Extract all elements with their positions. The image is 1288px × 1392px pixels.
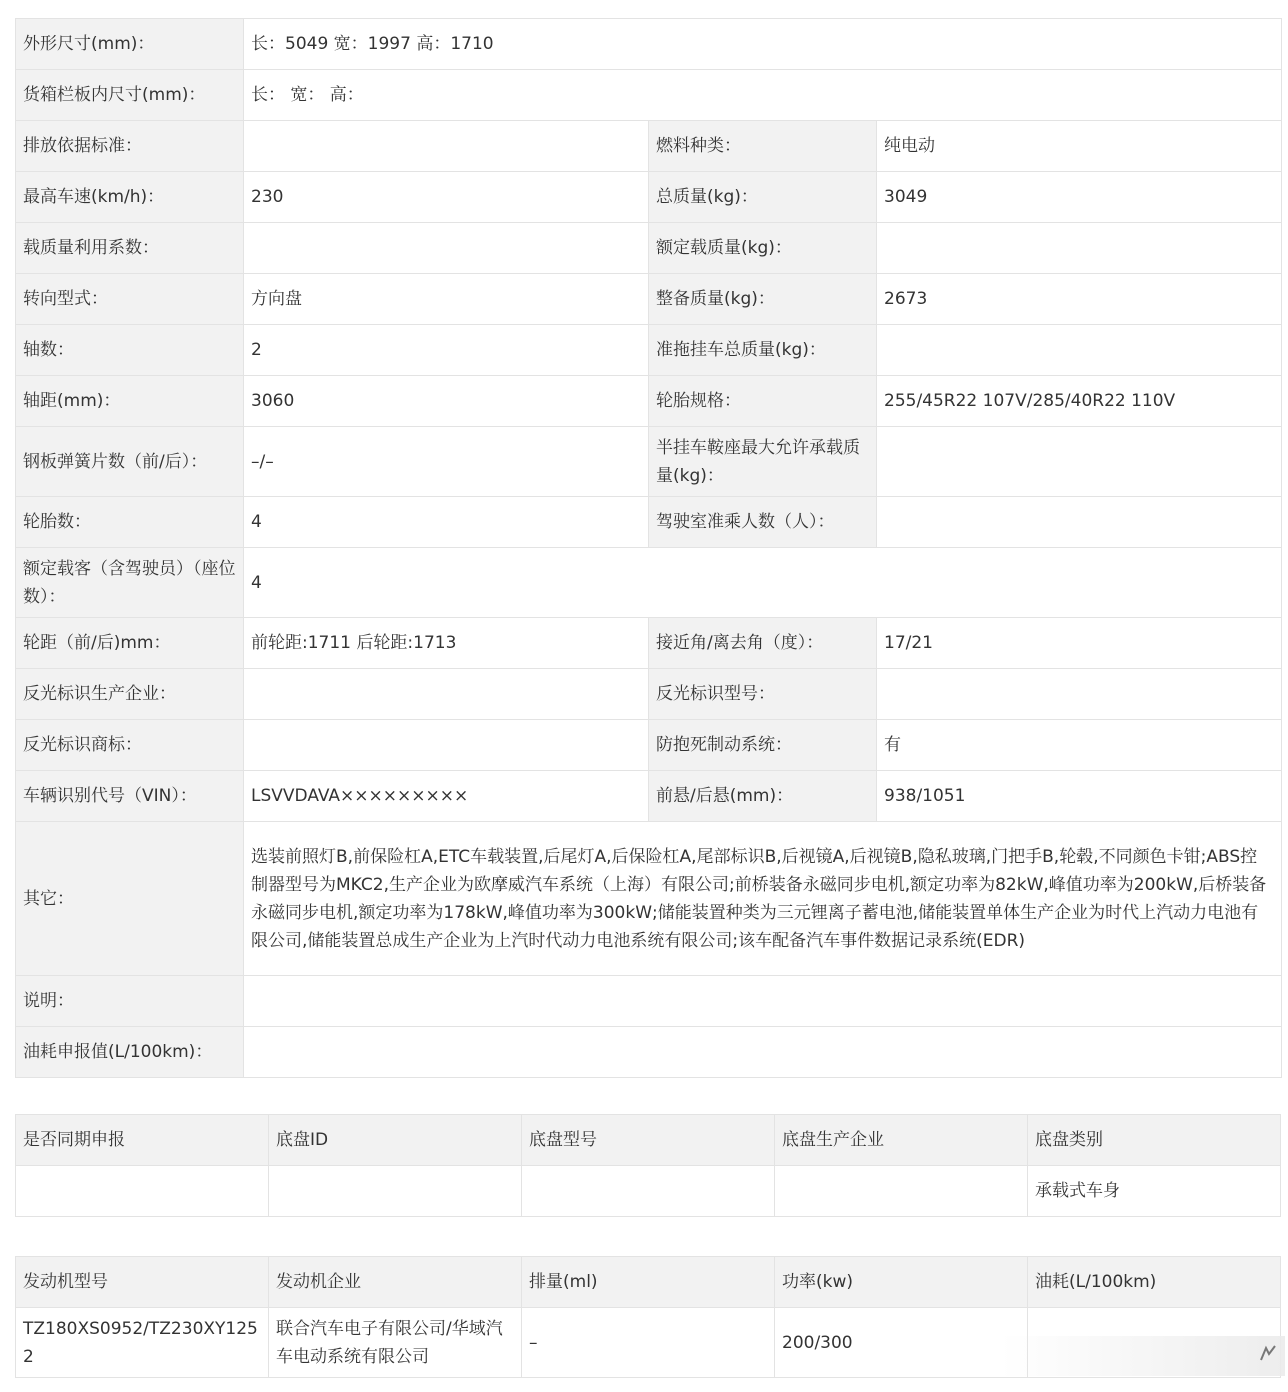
spec-row-speed xyxy=(16,172,1282,223)
leaf-spring-value: –/– xyxy=(244,427,649,497)
spec-row-reflect-maker xyxy=(16,669,1282,720)
tire-spec-value: 255/45R22 107V/285/40R22 110V xyxy=(877,376,1282,427)
track-value: 前轮距:1711 后轮距:1713 xyxy=(244,618,649,669)
chassis-data-row xyxy=(16,1166,1281,1217)
note-value xyxy=(244,976,1282,1027)
chassis-header-id: 底盘ID xyxy=(269,1115,522,1166)
engine-cell-maker: 联合汽车电子有限公司/华域汽车电动系统有限公司 xyxy=(269,1308,522,1378)
spec-row-axles xyxy=(16,325,1282,376)
engine-header-maker: 发动机企业 xyxy=(269,1257,522,1308)
cargo-value: 长： 宽： 高： xyxy=(244,70,1282,121)
spec-row-tires xyxy=(16,497,1282,548)
tire-count-label: 轮胎数： xyxy=(16,497,244,548)
engine-data-row xyxy=(16,1308,1281,1378)
passengers-label: 额定载客（含驾驶员）（座位数）： xyxy=(16,548,244,618)
axles-value: 2 xyxy=(244,325,649,376)
exterior-value: 长：5049 宽：1997 高：1710 xyxy=(244,19,1282,70)
fuel-consumption-value xyxy=(244,1027,1282,1078)
spec-row-reflect-brand xyxy=(16,720,1282,771)
engine-header-power: 功率(kw) xyxy=(775,1257,1028,1308)
curb-mass-label: 整备质量(kg)： xyxy=(649,274,877,325)
spec-row-passengers xyxy=(16,548,1282,618)
exterior-label: 外形尺寸(mm)： xyxy=(16,19,244,70)
engine-cell-model: TZ180XS0952/TZ230XY1252 xyxy=(16,1308,269,1378)
reflect-maker-label: 反光标识生产企业： xyxy=(16,669,244,720)
spec-row-emission xyxy=(16,121,1282,172)
fuel-consumption-label: 油耗申报值(L/100km)： xyxy=(16,1027,244,1078)
note-label: 说明： xyxy=(16,976,244,1027)
other-label: 其它： xyxy=(16,822,244,976)
total-mass-value: 3049 xyxy=(877,172,1282,223)
engine-cell-power: 200/300 xyxy=(775,1308,1028,1378)
tire-spec-label: 轮胎规格： xyxy=(649,376,877,427)
spec-row-steering xyxy=(16,274,1282,325)
overhang-value: 938/1051 xyxy=(877,771,1282,822)
wheelbase-label: 轴距(mm)： xyxy=(16,376,244,427)
engine-header-row xyxy=(16,1257,1281,1308)
chassis-header-type: 底盘类别 xyxy=(1028,1115,1281,1166)
cab-seats-value xyxy=(877,497,1282,548)
load-coef-label: 载质量利用系数： xyxy=(16,223,244,274)
total-mass-label: 总质量(kg)： xyxy=(649,172,877,223)
chassis-cell-type: 承载式车身 xyxy=(1028,1166,1281,1217)
abs-value: 有 xyxy=(877,720,1282,771)
spec-row-other xyxy=(16,822,1282,976)
engine-cell-displacement: – xyxy=(522,1308,775,1378)
emission-value xyxy=(244,121,649,172)
steering-label: 转向型式： xyxy=(16,274,244,325)
spec-row-track xyxy=(16,618,1282,669)
passengers-value: 4 xyxy=(244,548,1282,618)
abs-label: 防抱死制动系统： xyxy=(649,720,877,771)
vin-label: 车辆识别代号（VIN）： xyxy=(16,771,244,822)
chassis-table xyxy=(15,1114,1281,1217)
approach-angle-value: 17/21 xyxy=(877,618,1282,669)
emission-label: 排放依据标准： xyxy=(16,121,244,172)
trailer-mass-label: 准拖挂车总质量(kg)： xyxy=(649,325,877,376)
rated-load-value xyxy=(877,223,1282,274)
spec-row-load xyxy=(16,223,1282,274)
spec-row-wheelbase xyxy=(16,376,1282,427)
vehicle-spec-table xyxy=(15,18,1282,1078)
reflect-model-value xyxy=(877,669,1282,720)
track-label: 轮距（前/后)mm： xyxy=(16,618,244,669)
reflect-model-label: 反光标识型号： xyxy=(649,669,877,720)
max-speed-label: 最高车速(km/h)： xyxy=(16,172,244,223)
spec-row-vin xyxy=(16,771,1282,822)
approach-angle-label: 接近角/离去角（度）： xyxy=(649,618,877,669)
engine-cell-fuel xyxy=(1028,1308,1281,1378)
spec-row-leaf xyxy=(16,427,1282,497)
spec-row-note xyxy=(16,976,1282,1027)
fuel-type-value: 纯电动 xyxy=(877,121,1282,172)
cab-seats-label: 驾驶室准乘人数（人）： xyxy=(649,497,877,548)
axles-label: 轴数： xyxy=(16,325,244,376)
engine-header-model: 发动机型号 xyxy=(16,1257,269,1308)
engine-header-fuel: 油耗(L/100km) xyxy=(1028,1257,1281,1308)
spec-row-exterior xyxy=(16,19,1282,70)
trailer-mass-value xyxy=(877,325,1282,376)
reflect-brand-label: 反光标识商标： xyxy=(16,720,244,771)
chassis-cell-id xyxy=(269,1166,522,1217)
engine-header-displacement: 排量(ml) xyxy=(522,1257,775,1308)
rated-load-label: 额定载质量(kg)： xyxy=(649,223,877,274)
chassis-cell-model xyxy=(522,1166,775,1217)
chassis-header-row xyxy=(16,1115,1281,1166)
saddle-load-label: 半挂车鞍座最大允许承载质量(kg)： xyxy=(649,427,877,497)
chassis-cell-maker xyxy=(775,1166,1028,1217)
chassis-header-maker: 底盘生产企业 xyxy=(775,1115,1028,1166)
leaf-spring-label: 钢板弹簧片数（前/后）： xyxy=(16,427,244,497)
vin-value: LSVVDAVA××××××××× xyxy=(244,771,649,822)
load-coef-value xyxy=(244,223,649,274)
steering-value: 方向盘 xyxy=(244,274,649,325)
max-speed-value: 230 xyxy=(244,172,649,223)
engine-table xyxy=(15,1256,1281,1378)
reflect-brand-value xyxy=(244,720,649,771)
reflect-maker-value xyxy=(244,669,649,720)
chassis-header-model: 底盘型号 xyxy=(522,1115,775,1166)
chassis-header-sync: 是否同期申报 xyxy=(16,1115,269,1166)
cargo-label: 货箱栏板内尺寸(mm)： xyxy=(16,70,244,121)
spec-row-cargo xyxy=(16,70,1282,121)
tire-count-value: 4 xyxy=(244,497,649,548)
fuel-type-label: 燃料种类： xyxy=(649,121,877,172)
spec-row-fuel-consumption xyxy=(16,1027,1282,1078)
saddle-load-value xyxy=(877,427,1282,497)
wheelbase-value: 3060 xyxy=(244,376,649,427)
chassis-cell-sync xyxy=(16,1166,269,1217)
overhang-label: 前悬/后悬(mm)： xyxy=(649,771,877,822)
other-value: 选装前照灯B,前保险杠A,ETC车载装置,后尾灯A,后保险杠A,尾部标识B,后视镜A,后视镜B,隐私玻璃,门把手B,轮毂,不同颜色卡钳;ABS控制器型号为MKC2,生产企业为欧摩威汽车系统（上海）有限公司;前桥装备永磁同步电机,额定功率为82kW,峰值功率为200kW,后桥装备永磁同步电机,额定功率为178kW,峰值功率为300kW;储能装置种类为三元锂离子蓄电池,储能装置单体生产企业为时代上汽动力电池有限公司,储能装置总成生产企业为上汽时代动力电池系统有限公司;该车配备汽车事件数据记录系统(EDR) xyxy=(244,822,1282,976)
curb-mass-value: 2673 xyxy=(877,274,1282,325)
